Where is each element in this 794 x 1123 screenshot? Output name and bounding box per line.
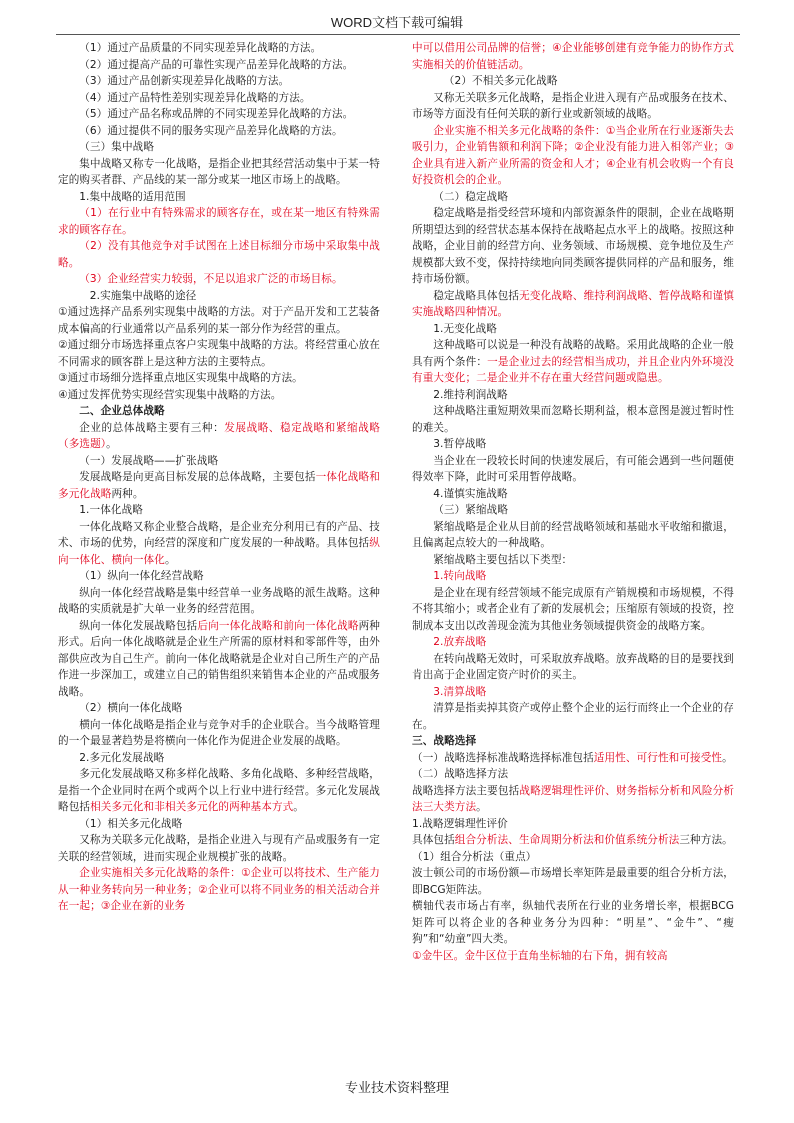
paragraph bbox=[58, 90, 380, 107]
body-text: 两种。 bbox=[111, 487, 144, 500]
page-header: WORD文档下载可编辑 bbox=[330, 15, 464, 30]
body-text: 当企业在一段较长时间的快速发展后，有可能会遇到一些问题使得效率下降，此时可采用暂停战略。 bbox=[412, 454, 734, 483]
paragraph bbox=[412, 651, 734, 684]
paragraph bbox=[58, 189, 380, 206]
paragraph bbox=[58, 370, 380, 387]
paragraph bbox=[58, 453, 380, 470]
body-text: 1.无变化战略 bbox=[433, 322, 497, 335]
paragraph bbox=[412, 783, 734, 816]
body-text: （4）通过产品特性差别实现差异化战略的方法。 bbox=[79, 91, 311, 104]
left-text-column bbox=[58, 40, 380, 915]
right-text-column bbox=[412, 40, 734, 964]
body-text: 纵向一体化发展战略包括 bbox=[79, 619, 198, 632]
body-text: 清算是指卖掉其资产或停止整个企业的运行而终止一个企业的存在。 bbox=[412, 702, 734, 731]
body-text: 多元化发展战略又称多样化战略、多角化战略、多种经营战略，是指一个企业同时在两个或两个以上行业中进行经营。多元化发展战略包括 bbox=[58, 768, 380, 813]
body-text: 1.集中战略的适用范围 bbox=[79, 190, 186, 203]
paragraph bbox=[412, 337, 734, 387]
paragraph bbox=[58, 519, 380, 569]
paragraph bbox=[58, 420, 380, 453]
body-text: 紧缩战略主要包括以下类型： bbox=[433, 553, 573, 566]
paragraph bbox=[412, 700, 734, 733]
body-text: 。 bbox=[293, 801, 304, 813]
body-text: 又称无关联多元化战略，是指企业进入现有产品或服务在技术、市场等方面没有任何关联的新行业或新领域的战略。 bbox=[412, 91, 734, 120]
body-text: 这种战略可以说是一种没有战略的战略。采用此战略的企业一般具有两个条件： bbox=[412, 339, 734, 368]
paragraph bbox=[58, 618, 380, 701]
paragraph bbox=[58, 502, 380, 519]
paragraph bbox=[412, 568, 734, 585]
paragraph bbox=[412, 865, 734, 898]
highlighted-text: 相关多元化和非相关多元化的两种基本方式 bbox=[90, 801, 294, 813]
body-text: 一体化战略又称企业整合战略，是企业充分利用已有的产品、技术、市场的优势，向经营的深度和广度发展的一种战略。具体包括 bbox=[58, 520, 380, 549]
highlighted-text: 3.清算战略 bbox=[433, 685, 487, 698]
highlighted-text: 纵向一体化、横向一体化 bbox=[58, 537, 380, 566]
body-text: 3.暂停战略 bbox=[433, 438, 487, 450]
paragraph bbox=[58, 304, 380, 337]
paragraph bbox=[58, 73, 380, 90]
body-text: 具体包括 bbox=[412, 834, 455, 846]
paragraph bbox=[58, 700, 380, 717]
body-text: （二）稳定战略 bbox=[433, 190, 509, 203]
paragraph bbox=[412, 205, 734, 288]
body-text: 横向一体化战略是指企业与竞争对手的企业联合。当今战略管理的一个最显著趋势是将横向一体化作为促进企业发展的战略。 bbox=[58, 718, 380, 747]
paragraph bbox=[412, 387, 734, 404]
body-text: 。 bbox=[164, 553, 176, 566]
paragraph bbox=[412, 502, 734, 519]
body-text: 波士顿公司的市场份额—市场增长率矩阵是最重要的组合分析方法，即BCG矩阵法。 bbox=[412, 867, 734, 896]
body-text: 两种形式。后向一体化战略就是企业生产所需的原材料和零部件等，由外部供应改为自己生产。前向一体化战略就是企业对自己所生产的产品作进一步深加工，或建立自己的销售组织来销售本企业的产品或服务战略。 bbox=[58, 619, 381, 698]
paragraph bbox=[58, 271, 380, 288]
highlighted-text: 后向一体化战略和前向一体化战略 bbox=[197, 619, 359, 632]
body-text: 又称为关联多元化战略，是指企业进入与现有产品或服务有一定关联的经营领域，进而实现企业规模扩张的战略。 bbox=[58, 834, 380, 863]
paragraph bbox=[412, 403, 734, 436]
paragraph bbox=[412, 321, 734, 338]
body-text: （5）通过产品名称或品牌的不同实现差异化战略的方法。 bbox=[79, 108, 354, 120]
body-text: （6）通过提供不同的服务实现产品差异化战略的方法。 bbox=[79, 124, 343, 137]
paragraph bbox=[412, 90, 734, 123]
highlighted-text: 适用性、可行性和可接受性 bbox=[593, 751, 723, 764]
body-text: 2.实施集中战略的途径 bbox=[89, 289, 197, 302]
highlighted-text: 战略逻辑理性评价、财务指标分析和风险分析法三大类方法 bbox=[412, 784, 735, 813]
paragraph bbox=[58, 865, 380, 915]
highlighted-text: 一体化战略和多元化战略 bbox=[58, 471, 380, 500]
header-rule bbox=[56, 34, 740, 35]
body-text: ④通过发挥优势实现经营实现集中战略的方法。 bbox=[58, 388, 282, 401]
paragraph bbox=[58, 832, 380, 865]
body-text: （三）集中战略 bbox=[79, 141, 155, 153]
highlighted-text: 2.放弃战略 bbox=[433, 636, 487, 648]
highlighted-text: （1）在行业中有特殊需求的顾客存在，或在某一地区有特殊需求的顾客存在。 bbox=[58, 207, 380, 236]
body-text: 这种战略注重短期效果而忽略长期利益，根本意图是渡过暂时性的难关。 bbox=[412, 405, 734, 434]
paragraph bbox=[58, 238, 380, 271]
body-text: （1）相关多元化战略 bbox=[79, 817, 183, 830]
paragraph bbox=[58, 469, 380, 502]
paragraph bbox=[58, 387, 380, 404]
paragraph bbox=[412, 436, 734, 453]
body-text: 是企业在现有经营领域不能完成原有产销规模和市场规模，不得不将其缩小；或者企业有了新的发展机会；压缩原有领域的投资，控制成本支出以改善现金流为其他业务领域提供资金的战略方案。 bbox=[412, 586, 734, 632]
highlighted-text: 组合分析法、生命周期分析法和价值系统分析法 bbox=[454, 834, 680, 846]
paragraph bbox=[58, 337, 380, 370]
body-text: （一）战略选择标准战略选择标准包括 bbox=[412, 751, 594, 764]
paragraph bbox=[412, 486, 734, 503]
paragraph bbox=[412, 189, 734, 206]
paragraph bbox=[412, 832, 734, 849]
highlighted-text: 企业实施相关多元化战略的条件：①企业可以将技术、生产能力从一种业务转向另一种业务；②企业可以将不同业务的相关活动合并在一起；③企业在新的业务 bbox=[58, 867, 380, 912]
body-text: 企业的总体战略主要有三种： bbox=[79, 421, 225, 434]
paragraph bbox=[58, 750, 380, 767]
body-text: 三种方法。 bbox=[679, 834, 733, 846]
paragraph bbox=[412, 816, 734, 833]
body-text: （1）通过产品质量的不同实现差异化战略的方法。 bbox=[79, 42, 322, 54]
highlighted-text: 一是企业过去的经营相当成功，并且企业内外环境没有重大变化；二是企业并不存在重大经营问题或隐患。 bbox=[412, 355, 734, 384]
body-text: 2.维持利润战略 bbox=[433, 388, 508, 401]
paragraph bbox=[412, 552, 734, 569]
body-text: 纵向一体化经营战略是集中经营单一业务战略的派生战略。这种战略的实质就是扩大单一业务的经营范围。 bbox=[58, 586, 380, 615]
paragraph bbox=[412, 948, 734, 965]
body-text: 三、战略选择 bbox=[412, 735, 477, 747]
body-text: 4.谨慎实施战略 bbox=[433, 487, 508, 500]
body-text: 战略选择方法主要包括 bbox=[412, 784, 520, 797]
paragraph bbox=[412, 585, 734, 635]
paragraph bbox=[58, 205, 380, 238]
highlighted-text: 发展战略、稳定战略和紧缩战略（多选题） bbox=[58, 421, 380, 450]
body-text: 在转向战略无效时，可采取放弃战略。放弃战略的目的是要找到肯出高于企业固定资产时价的买主。 bbox=[412, 652, 734, 681]
body-text: （一）发展战略——扩张战略 bbox=[79, 454, 219, 467]
paragraph bbox=[58, 123, 380, 140]
paragraph bbox=[412, 750, 734, 767]
body-text: （3）通过产品创新实现差异化战略的方法。 bbox=[79, 75, 290, 87]
highlighted-text: ①金牛区。金牛区位于直角坐标轴的右下角，拥有较高 bbox=[412, 949, 668, 962]
body-text: 。 bbox=[106, 438, 117, 450]
highlighted-text: 企业实施不相关多元化战略的条件：①当企业所在行业逐渐失去吸引力，企业销售额和利润下降；②企业没有能力进入相邻产业；③企业具有进入新产业所需的资金和人才；④企业有机会收购一个有良好投资机会的企业。 bbox=[412, 124, 734, 186]
paragraph bbox=[412, 123, 734, 189]
body-text: 稳定战略具体包括 bbox=[433, 289, 520, 302]
paragraph bbox=[412, 766, 734, 783]
highlighted-text: （2）没有其他竞争对手试图在上述目标细分市场中采取集中战略。 bbox=[58, 240, 380, 269]
body-text: 紧缩战略是企业从目前的经营战略领域和基础水平收缩和撤退，且偏离起点较大的一种战略。 bbox=[412, 520, 734, 549]
body-text: （2）不相关多元化战略 bbox=[443, 75, 558, 87]
body-text: 1.一体化战略 bbox=[79, 504, 143, 516]
body-text: 。 bbox=[722, 751, 733, 764]
paragraph bbox=[58, 40, 380, 57]
body-text: （二）战略选择方法 bbox=[412, 768, 509, 780]
paragraph bbox=[412, 849, 734, 866]
paragraph bbox=[58, 717, 380, 750]
paragraph bbox=[58, 156, 380, 189]
body-text: 2.多元化发展战略 bbox=[79, 751, 165, 764]
body-text: 1.战略逻辑理性评价 bbox=[412, 817, 508, 830]
body-text: 稳定战略是指受经营环境和内部资源条件的限制，企业在战略期所期望达到的经营状态基本保持在战略起点水平上的战略。按照这种战略，企业目前的经营方向、业务领域、市场规模、竞争地位及生产规模都大致不变，保持持续地向同类顾客提供同样的产品和服务，维持市场份额。 bbox=[412, 207, 734, 285]
paragraph bbox=[58, 816, 380, 833]
paragraph bbox=[58, 288, 380, 305]
paragraph bbox=[412, 898, 734, 948]
paragraph bbox=[58, 139, 380, 156]
paragraph bbox=[412, 733, 734, 750]
highlighted-text: 中可以借用公司品牌的信誉；④企业能够创建有竞争能力的协作方式实施相关的价值链活动。 bbox=[412, 42, 734, 71]
body-text: （三）紧缩战略 bbox=[433, 504, 509, 516]
paragraph bbox=[58, 57, 380, 74]
paragraph bbox=[58, 403, 380, 420]
paragraph bbox=[58, 106, 380, 123]
paragraph bbox=[412, 453, 734, 486]
highlighted-text: （3）企业经营实力较弱，不足以追求广泛的市场目标。 bbox=[79, 273, 343, 285]
body-text: ②通过细分市场选择重点客户实现集中战略的方法。将经营重心放在不同需求的顾客群上是这种方法的主要特点。 bbox=[58, 339, 380, 368]
highlighted-text: 无变化战略、维持利润战略、暂停战略和谨慎实施战略四种情况。 bbox=[412, 289, 734, 318]
body-text: （1）纵向一体化经营战略 bbox=[79, 570, 204, 582]
body-text: ①通过选择产品系列实现集中战略的方法。对于产品开发和工艺装备成本偏高的行业通常以产品系列的某一部分作为经营的重点。 bbox=[58, 306, 380, 335]
paragraph bbox=[58, 568, 380, 585]
paragraph bbox=[412, 73, 734, 90]
body-text: （2）通过提高产品的可靠性实现产品差异化战略的方法。 bbox=[79, 58, 354, 71]
paragraph bbox=[412, 288, 734, 321]
paragraph bbox=[412, 40, 734, 73]
body-text: （2）横向一体化战略 bbox=[79, 702, 183, 714]
body-text: 集中战略又称专一化战略，是指企业把其经营活动集中于某一特定的购买者群、产品线的某一部分或某一地区市场上的战略。 bbox=[58, 157, 380, 186]
body-text: 发展战略是向更高目标发展的总体战略，主要包括 bbox=[79, 471, 316, 483]
paragraph bbox=[58, 766, 380, 816]
body-text: 横轴代表市场占有率，纵轴代表所在行业的业务增长率，根据BCG矩阵可以将企业的各种业务分为四种：“明星”、“金牛”、“瘦狗”和“幼童”四大类。 bbox=[412, 900, 734, 945]
paragraph bbox=[412, 519, 734, 552]
paragraph bbox=[412, 634, 734, 651]
page-footer: 专业技术资料整理 bbox=[344, 1080, 449, 1095]
highlighted-text: 1.转向战略 bbox=[433, 570, 487, 582]
paragraph bbox=[58, 585, 380, 618]
body-text: 。 bbox=[476, 801, 487, 813]
body-text: ③通过市场细分选择重点地区实现集中战略的方法。 bbox=[58, 372, 303, 384]
paragraph bbox=[412, 684, 734, 701]
body-text: 二、企业总体战略 bbox=[79, 405, 165, 417]
body-text: （1）组合分析法（重点） bbox=[412, 850, 537, 863]
